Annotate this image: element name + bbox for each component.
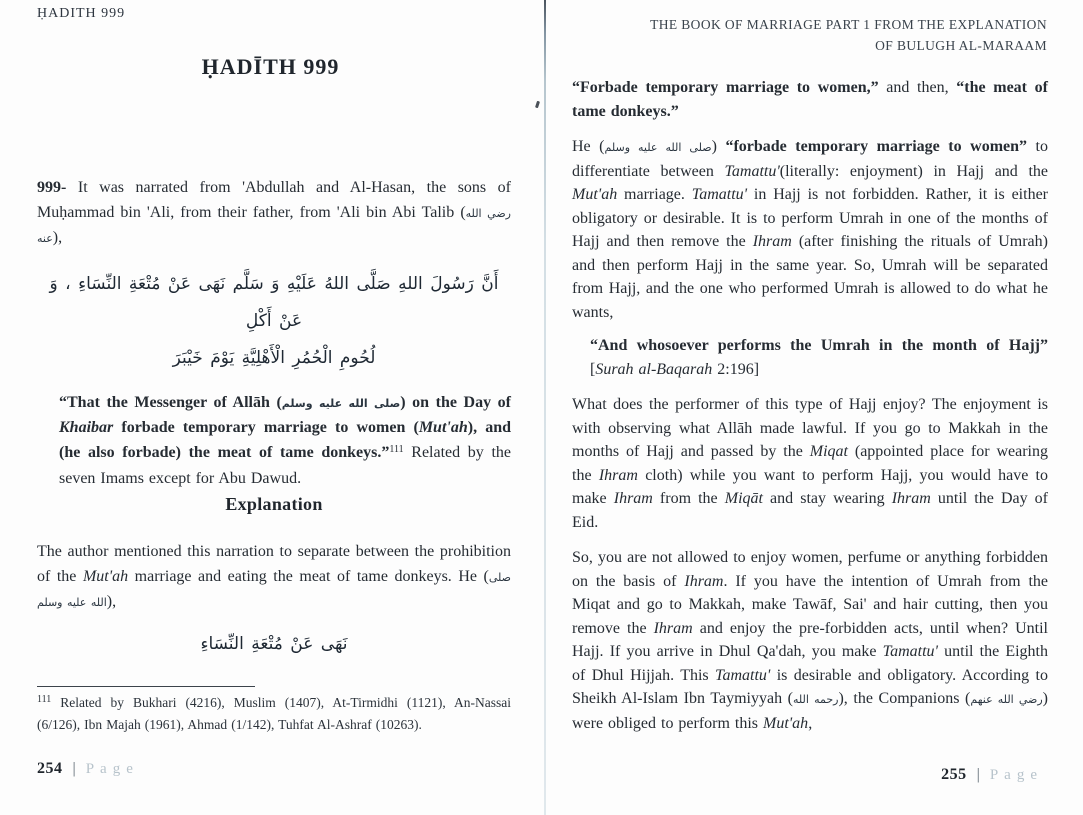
footnote-area [37, 686, 511, 734]
page-word: Page [989, 767, 1043, 783]
hadith-translation-quote: “That the Messenger of Allāh (صلى الله عليه وسلم) on the Day of Khaibar forbade temporary marriage to women (Mut'ah), and (he also forbade) the meat of tame donkeys.”$^{111}$ Related by the seven Imams except for Abu Dawud. [59, 393, 512, 487]
book-header-line-1: THE BOOK OF MARRIAGE PART 1 FROM THE EXPLANATION [650, 17, 1047, 32]
arabic-quote-line: نَهَى عَنْ مُتْعَةِ النِّسَاءِ [200, 633, 348, 654]
page-number-right [941, 766, 1043, 784]
left-page-body [37, 176, 511, 663]
hadith-title: ḤADĪTH 999 [201, 54, 340, 79]
running-head-right [567, 14, 1047, 56]
hadith-arabic-text [37, 266, 511, 377]
continued-quote-paragraph: “Forbade temporary marriage to women,” and then, “the meat of tame donkeys.” [572, 79, 1048, 120]
page-number-separator: | [976, 766, 980, 783]
footnote-separator-rule [37, 686, 255, 687]
right-page [541, 0, 1083, 815]
arabic-line-2: لُحُومِ الْحُمُرِ الْأَهْلِيَّةِ يَوْمَ خَيْبَرَ [172, 347, 376, 368]
enjoyment-paragraph: What does the performer of this type of Hajj enjoy? The enjoyment is with observing what Allāh made lawful. If you go to Makkah in the months of Hajj and passed by the Miqat (appointed place for wearing the Ihram cloth) while you want to perform Hajj, you would have to make Ihram from the Miqāt and stay wearing Ihram until the Day of Eid. [572, 396, 1049, 531]
arabic-line-1: أَنَّ رَسُولَ اللهِ صَلَّى اللهُ عَلَيْهِ وَ سَلَّم نَهَى عَنْ مُتْعَةِ النِّسَاءِ ، وَ عَنْ أَكْلِ [49, 273, 499, 331]
explanation-paragraph: The author mentioned this narration to separate between the prohibition of the Mut'ah marriage and eating the meat of tame donkeys. He (صلى الله عليه وسلم), [37, 543, 511, 610]
page-number-separator: | [72, 760, 76, 777]
left-page [0, 0, 541, 815]
quran-quote: “And whosoever performs the Umrah in the month of Hajj” [Surah al-Baqarah 2:196] [590, 337, 1048, 378]
ihram-rules-paragraph: So, you are not allowed to enjoy women, perfume or anything forbidden on the basis of Ihram. If you have the intention of Umrah from the Miqat and go to Makkah, make Tawāf, Sai' and hair cutting, then you remove the Ihram and enjoy the pre-forbidden acts, until when? Until Hajj. If you arrive in Dhul Qa'dah, you make Tamattu' until the Eighth of Dhul Hijjah. This Tamattu' is desirable and obligatory. According to Sheikh Al-Islam Ibn Taymiyyah (رحمه الله), the Companions (رضي الله عنهم) were obliged to perform this Mut'ah, [572, 549, 1048, 732]
footnote-text: $^{111}$ Related by Bukhari (4216), Muslim (1407), At-Tirmidhi (1121), An-Nassai (6/126), Ibn Majah (1961), Ahmad (1/142), Tuhfat Al-Ashraf (10263). [37, 694, 511, 732]
page-number-value: 254 [37, 760, 63, 777]
running-head-left: ḤADITH 999 [37, 6, 126, 21]
narration-paragraph: 999- It was narrated from 'Abdullah and Al-Hasan, the sons of Muḥammad bin 'Ali, from their father, from 'Ali bin Abi Talib (رضي الله عنه), [37, 179, 512, 246]
tamattu-explanation-paragraph: He (صلى الله عليه وسلم) “forbade temporary marriage to women” to differentiate between Tamattu'(literally: enjoyment) in Hajj and the Mut'ah marriage. Tamattu' in Hajj is not forbidden. Rather, it is either obligatory or desirable. It is to perform Umrah in one of the months of Hajj and then remove the Ihram (after finishing the rituals of Umrah) and then perform Hajj in the same year. So, Umrah will be separated from Hajj, and the one who performed Umrah is allowed to do what he wants, [572, 138, 1048, 321]
page-number-left [37, 760, 139, 778]
page-number-value: 255 [941, 766, 967, 783]
explanation-heading: Explanation [225, 493, 323, 514]
page-word: Page [85, 761, 139, 777]
book-header-line-2: OF BULUGH AL-MARAAM [875, 38, 1047, 53]
right-page-body [572, 76, 1048, 735]
